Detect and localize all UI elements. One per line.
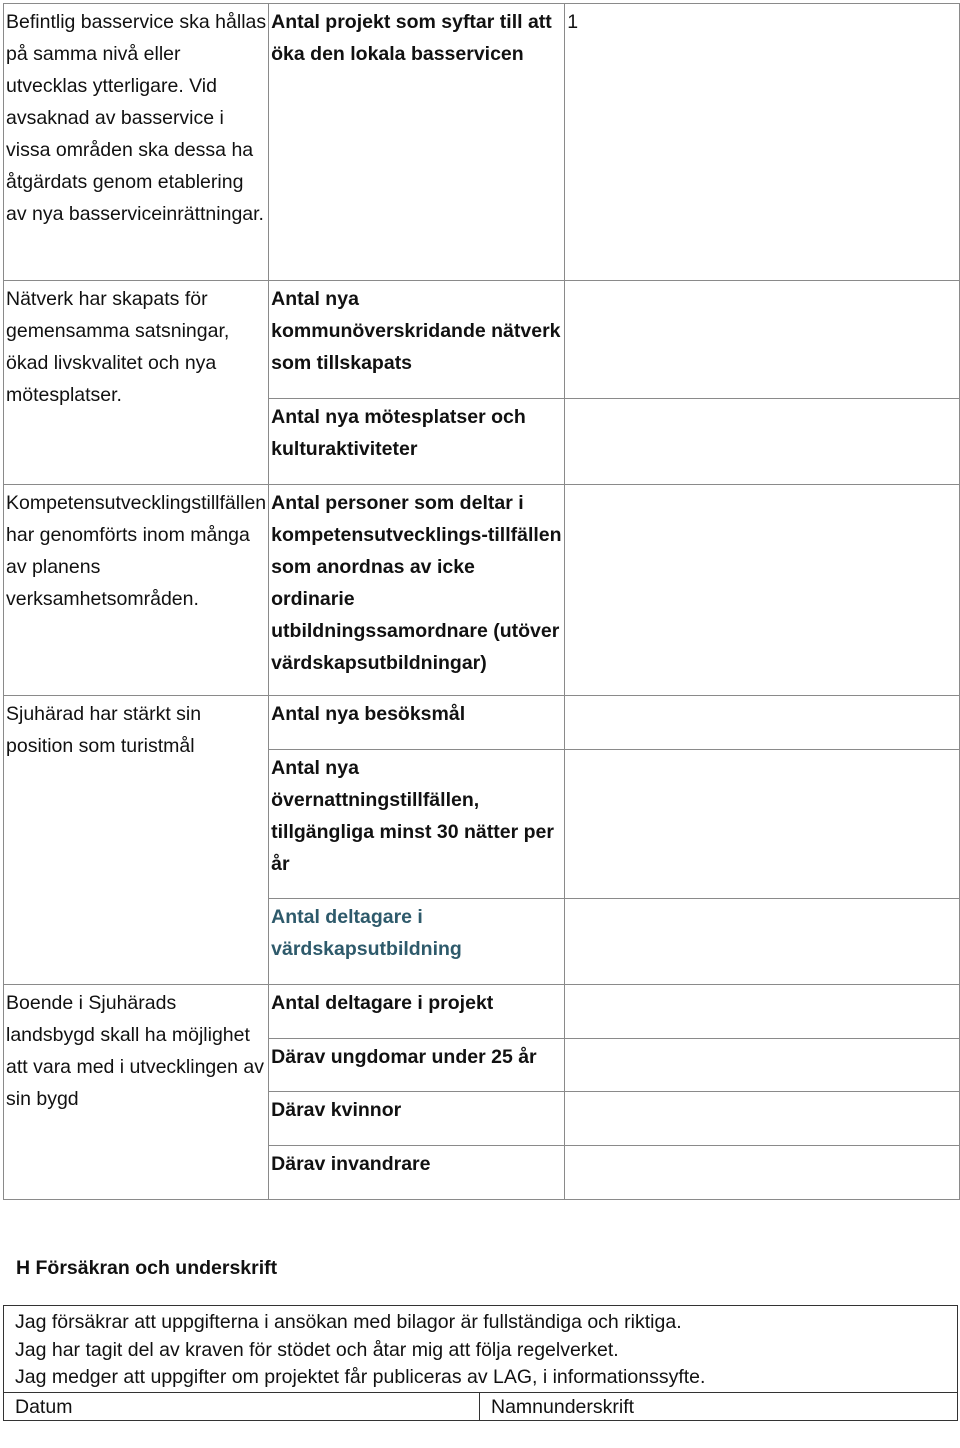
value-cell[interactable]	[565, 485, 960, 696]
value-cell[interactable]	[565, 985, 960, 1039]
goal-cell: Sjuhärad har stärkt sin position som turistmål	[4, 696, 269, 985]
value-cell[interactable]	[565, 1146, 960, 1200]
indicator-cell: Antal deltagare i projekt	[269, 985, 565, 1039]
value-cell[interactable]	[565, 899, 960, 985]
indicator-cell: Därav ungdomar under 25 år	[269, 1039, 565, 1092]
value-cell[interactable]	[565, 696, 960, 750]
indicator-table	[3, 3, 960, 1200]
value-cell[interactable]	[565, 399, 960, 485]
goal-cell: Nätverk har skapats för gemensamma satsningar, ökad livskvalitet och nya mötesplatser.	[4, 281, 269, 485]
indicator-cell: Antal personer som deltar i kompetensutvecklings-tillfällen som anordnas av icke ordinarie utbildningssamordnare (utöver värdskapsutbildningar)	[269, 485, 565, 696]
indicator-cell: Antal nya övernattningstillfällen, tillgängliga minst 30 nätter per år	[269, 750, 565, 899]
indicator-cell: Därav kvinnor	[269, 1092, 565, 1146]
indicator-cell: Antal deltagare i värdskapsutbildning	[269, 899, 565, 985]
indicator-cell: Antal projekt som syftar till att öka den lokala basservicen	[269, 4, 565, 281]
goal-cell: Boende i Sjuhärads landsbygd skall ha möjlighet att vara med i utvecklingen av sin bygd	[4, 985, 269, 1200]
date-field[interactable]: Datum	[15, 1396, 73, 1418]
declaration-box	[3, 1305, 958, 1421]
value-cell[interactable]	[565, 281, 960, 399]
indicator-cell: Antal nya mötesplatser och kulturaktiviteter	[269, 399, 565, 485]
indicator-cell: Därav invandrare	[269, 1146, 565, 1200]
declaration-statement: Jag försäkrar att uppgifterna i ansökan med bilagor är fullständiga och riktiga.	[15, 1311, 682, 1333]
signature-field[interactable]: Namnunderskrift	[491, 1396, 635, 1418]
value-cell[interactable]	[565, 1092, 960, 1146]
value-cell[interactable]	[565, 750, 960, 899]
indicator-cell: Antal nya besöksmål	[269, 696, 565, 750]
goal-cell: Kompetensutvecklingstillfällen har genomförts inom många av planens verksamhetsområden.	[4, 485, 269, 696]
divider	[479, 1393, 480, 1420]
value-cell[interactable]: 1	[565, 4, 960, 281]
declaration-statement: Jag har tagit del av kraven för stödet och åtar mig att följa regelverket.	[15, 1339, 619, 1361]
goal-cell: Befintlig basservice ska hållas på samma nivå eller utvecklas ytterligare. Vid avsaknad av basservice i vissa områden ska dessa ha åtgärdats genom etablering av nya basserviceinrättningar.	[4, 4, 269, 281]
indicator-cell: Antal nya kommunöverskridande nätverk som tillskapats	[269, 281, 565, 399]
section-heading: H Försäkran och underskrift	[16, 1257, 278, 1279]
value-cell[interactable]	[565, 1039, 960, 1092]
declaration-statement: Jag medger att uppgifter om projektet får publiceras av LAG, i informationssyfte.	[15, 1366, 706, 1388]
signature-row	[4, 1392, 957, 1420]
